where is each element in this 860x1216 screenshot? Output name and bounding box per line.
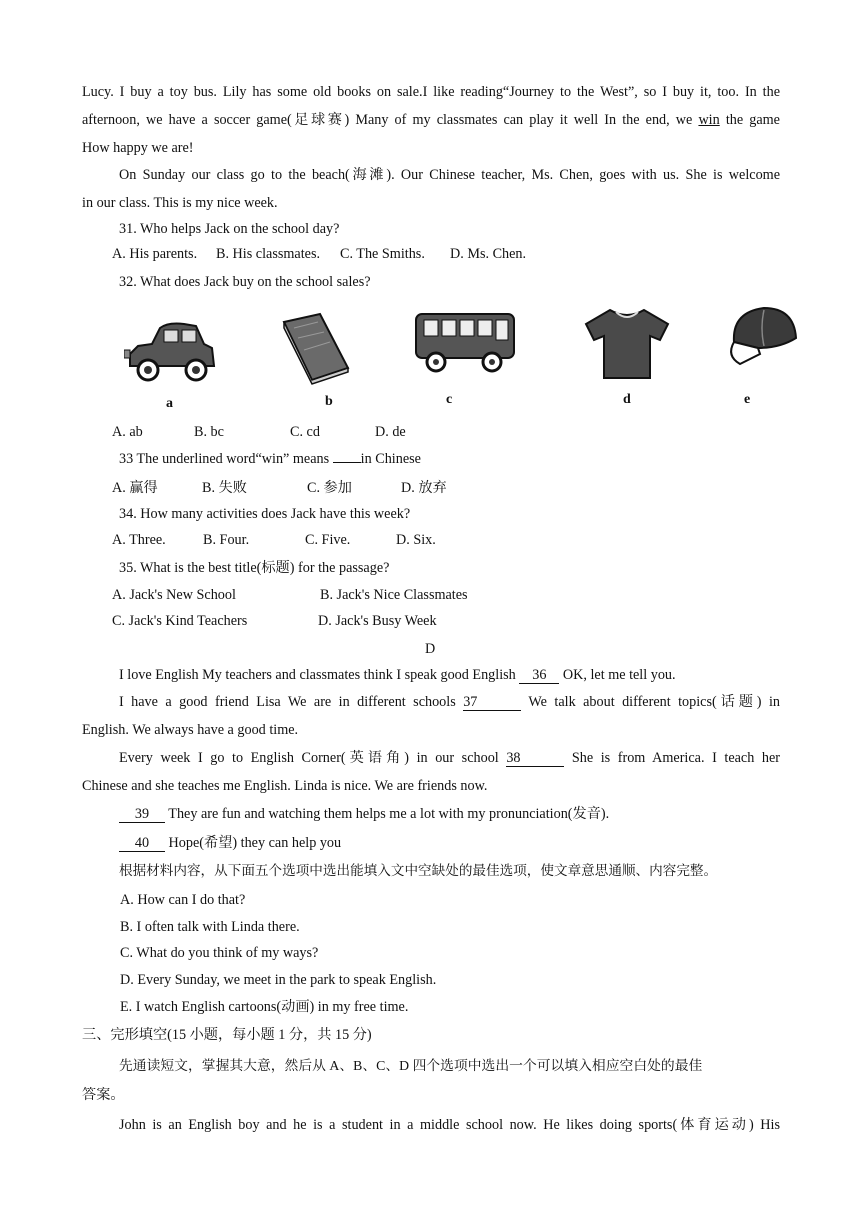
question-33-stem: [119, 450, 421, 468]
q33-option-b[interactable]: B. 失败: [202, 480, 247, 496]
blank-37[interactable]: 37: [463, 695, 521, 711]
passage-text: We talk about different topics(话题) in: [521, 694, 781, 710]
passage-line: [119, 749, 780, 767]
q33-option-c[interactable]: C. 参加: [307, 480, 352, 496]
passage-line: [119, 805, 609, 823]
choice-c[interactable]: C. What do you think of my ways?: [120, 945, 319, 961]
section-d-heading: D: [425, 641, 436, 657]
question-32-stem: 32. What does Jack buy on the school sales?: [119, 274, 371, 290]
passage-text: Every week I go to English Corner(英语角) in our school: [119, 750, 507, 766]
question-31-stem: 31. Who helps Jack on the school day?: [119, 221, 340, 237]
q33-option-a[interactable]: A. 赢得: [112, 480, 158, 496]
q31-option-a[interactable]: A. His parents.: [112, 246, 198, 262]
passage-text: the game: [719, 112, 780, 128]
blank-39[interactable]: 39: [119, 807, 165, 823]
q34-option-c[interactable]: C. Five.: [305, 532, 351, 548]
q31-option-d[interactable]: D. Ms. Chen.: [450, 246, 527, 262]
passage-line: How happy we are!: [82, 140, 194, 156]
passage-line: [119, 834, 341, 852]
passage-text: I have a good friend Lisa We are in different schools: [119, 694, 464, 710]
passage-line: Chinese and she teaches me English. Linda is nice. We are friends now.: [82, 778, 488, 794]
section-three-heading: 三、完形填空(15 小题，每小题 1 分，共 15 分): [82, 1027, 372, 1043]
q34-option-a[interactable]: A. Three.: [112, 532, 166, 548]
picture-label-e: e: [744, 392, 751, 407]
picture-label-a: a: [166, 396, 173, 411]
q32-option-a[interactable]: A. ab: [112, 424, 143, 440]
q33-option-d[interactable]: D. 放弃: [401, 480, 447, 496]
blank-38[interactable]: 38: [506, 751, 564, 767]
book-icon: [280, 312, 352, 386]
answer-blank: [333, 462, 361, 463]
passage-line: John is an English boy and he is a student in a middle school now. He likes doing sports(体育运动) His: [119, 1117, 780, 1133]
question-35-stem: 35. What is the best title(标题) for the passage?: [119, 560, 390, 576]
picture-label-c: c: [446, 392, 453, 407]
q35-option-d[interactable]: D. Jack's Busy Week: [318, 613, 437, 629]
q31-option-b[interactable]: B. His classmates.: [216, 246, 321, 262]
passage-text: They are fun and watching them helps me a lot with my pronunciation(发音).: [165, 806, 610, 822]
question-34-stem: 34. How many activities does Jack have this week?: [119, 506, 411, 522]
passage-line: in our class. This is my nice week.: [82, 195, 278, 211]
choice-b[interactable]: B. I often talk with Linda there.: [120, 919, 300, 935]
q35-option-c[interactable]: C. Jack's Kind Teachers: [112, 613, 248, 629]
choice-d[interactable]: D. Every Sunday, we meet in the park to speak English.: [120, 972, 437, 988]
underlined-word-win: win: [698, 112, 720, 128]
q34-option-d[interactable]: D. Six.: [396, 532, 436, 548]
passage-line: [82, 111, 780, 129]
passage-text: OK, let me tell you.: [559, 667, 676, 683]
blank-40[interactable]: 40: [119, 836, 165, 852]
passage-line: English. We always have a good time.: [82, 722, 299, 738]
passage-line: [119, 693, 780, 711]
q32-option-b[interactable]: B. bc: [194, 424, 224, 440]
passage-text: She is from America. I teach her: [564, 750, 780, 766]
choice-a[interactable]: A. How can I do that?: [120, 892, 246, 908]
passage-line: Lucy. I buy a toy bus. Lily has some old books on sale.I like reading“Journey to the West”, so I buy it, too. In the: [82, 84, 780, 100]
q34-option-b[interactable]: B. Four.: [203, 532, 250, 548]
toy-car-icon: [124, 320, 218, 386]
picture-label-b: b: [325, 394, 333, 409]
section-three-instruction: 先通读短文，掌握其大意，然后从 A、B、C、D 四个选项中选出一个可以填入相应空白处的最佳: [119, 1058, 703, 1073]
q35-option-b[interactable]: B. Jack's Nice Classmates: [320, 587, 468, 603]
q31-option-c[interactable]: C. The Smiths.: [340, 246, 425, 262]
passage-text: Hope(希望) they can help you: [165, 835, 342, 851]
q32-option-d[interactable]: D. de: [375, 424, 406, 440]
section-three-instruction: 答案。: [82, 1087, 125, 1103]
passage-text: afternoon, we have a soccer game(足球赛) Many of my classmates can play it well In the end, we: [82, 112, 699, 128]
t-shirt-icon: [584, 306, 670, 380]
picture-label-d: d: [623, 392, 631, 407]
bus-icon: [412, 310, 520, 376]
q35-option-a[interactable]: A. Jack's New School: [112, 587, 236, 603]
passage-line: [119, 666, 676, 684]
blank-36[interactable]: 36: [519, 668, 559, 684]
cap-icon: [724, 304, 800, 372]
passage-line: On Sunday our class go to the beach(海滩). Our Chinese teacher, Ms. Chen, goes with us. She is welcome: [119, 167, 780, 183]
stem-text: 33 The underlined word“win” means: [119, 451, 333, 467]
q32-option-c[interactable]: C. cd: [290, 424, 320, 440]
section-d-instruction: 根据材料内容，从下面五个选项中选出能填入文中空缺处的最佳选项，使文章意思通顺、内容完整。: [119, 863, 718, 878]
passage-text: I love English My teachers and classmates think I speak good English: [119, 667, 520, 683]
choice-e[interactable]: E. I watch English cartoons(动画) in my free time.: [120, 999, 409, 1015]
stem-text: in Chinese: [360, 451, 421, 467]
